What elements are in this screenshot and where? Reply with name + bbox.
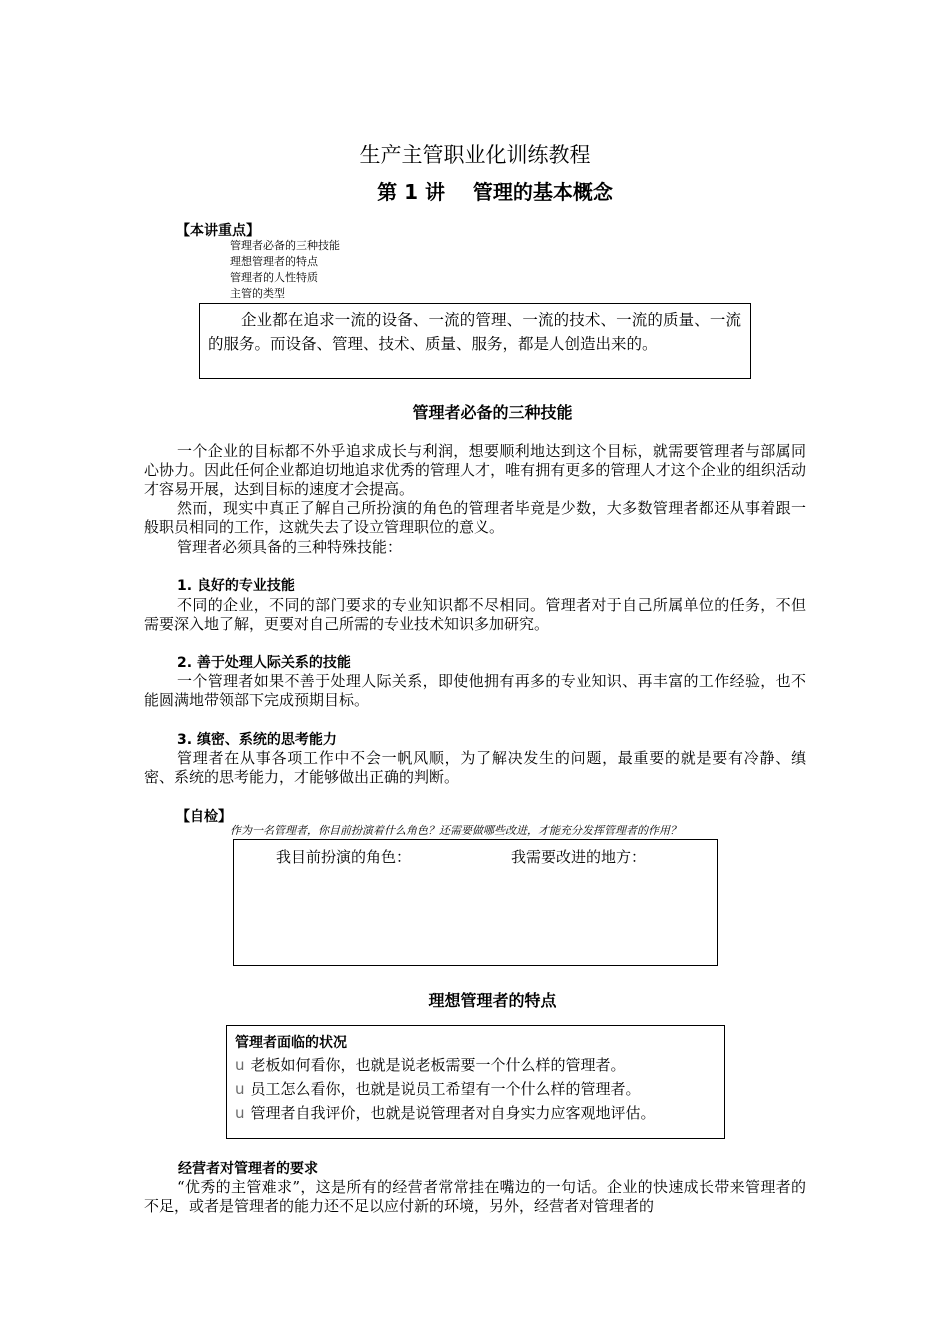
key-point-item: 管理者必备的三种技能 xyxy=(230,239,340,252)
paragraph: 管理者必须具备的三种特殊技能： xyxy=(177,538,403,556)
intro-box xyxy=(199,303,751,379)
paragraph: 然而，现实中真正了解自己所扮演的角色的管理者毕竟是少数，大多数管理者都还从事着跟一般职员相同的工作，这就失去了设立管理职位的意义。 xyxy=(144,499,806,536)
bullet-icon: u xyxy=(235,1080,245,1098)
document-title: 生产主管职业化训练教程 xyxy=(359,143,591,167)
manager-situation-box xyxy=(226,1025,725,1139)
bullet-text: 员工怎么看你，也就是说员工希望有一个什么样的管理者。 xyxy=(250,1080,641,1098)
bullet-icon: u xyxy=(235,1104,245,1122)
self-check-answer-box[interactable] xyxy=(233,839,718,966)
skill-text: 一个管理者如果不善于处理人际关系，即使他拥有再多的专业知识、再丰富的工作经验，也不能圆满地带领部下完成预期目标。 xyxy=(144,672,806,709)
intro-text: 企业都在追求一流的设备、一流的管理、一流的技术、一流的质量、一流的服务。而设备、管理、技术、质量、服务，都是人创造出来的。 xyxy=(208,311,741,353)
self-check-heading: 【自检】 xyxy=(176,809,232,825)
skill-title: 3. 缜密、系统的思考能力 xyxy=(177,732,337,748)
self-check-question: 作为一名管理者，你目前扮演着什么角色？还需要做哪些改进，才能充分发挥管理者的作用？ xyxy=(230,824,681,837)
list-item xyxy=(235,1056,626,1075)
bullet-text: 老板如何看你，也就是说老板需要一个什么样的管理者。 xyxy=(250,1056,626,1074)
key-points-heading: 【本讲重点】 xyxy=(176,223,260,239)
key-point-item: 管理者的人性特质 xyxy=(230,271,318,284)
key-point-item: 主管的类型 xyxy=(230,287,285,300)
paragraph: “优秀的主管难求”，这是所有的经营者常常挂在嘴边的一句话。企业的快速成长带来管理者的不足，或者是管理者的能力还不足以应付新的环境，另外，经营者对管理者的 xyxy=(144,1178,806,1215)
section-heading-skills: 管理者必备的三种技能 xyxy=(412,403,573,422)
list-item xyxy=(235,1104,656,1123)
improvement-label: 我需要改进的地方： xyxy=(511,848,647,866)
bullet-icon: u xyxy=(235,1056,245,1074)
key-point-item: 理想管理者的特点 xyxy=(230,255,318,268)
skill-text: 管理者在从事各项工作中不会一帆风顺，为了解决发生的问题，最重要的就是要有冷静、缜密、系统的思考能力，才能够做出正确的判断。 xyxy=(144,749,806,786)
skill-title: 1. 良好的专业技能 xyxy=(177,578,295,594)
bullet-text: 管理者自我评价，也就是说管理者对自身实力应客观地评估。 xyxy=(250,1104,656,1122)
box-title: 管理者面临的状况 xyxy=(235,1035,347,1051)
subheading-owner-requirements: 经营者对管理者的要求 xyxy=(178,1161,318,1177)
section-heading-ideal-manager: 理想管理者的特点 xyxy=(428,991,557,1010)
skill-title: 2. 善于处理人际关系的技能 xyxy=(177,655,351,671)
paragraph: 一个企业的目标都不外乎追求成长与利润，想要顺利地达到这个目标，就需要管理者与部属同心协力。因此任何企业都迫切地追求优秀的管理人才，唯有拥有更多的管理人才这个企业的组织活动才容易开展，达到目标的速度才会提高。 xyxy=(144,442,806,498)
lecture-title: 第 1 讲 管理的基本概念 xyxy=(377,180,613,204)
current-role-label: 我目前扮演的角色： xyxy=(276,848,412,866)
skill-text: 不同的企业，不同的部门要求的专业知识都不尽相同。管理者对于自己所属单位的任务，不但需要深入地了解，更要对自己所需的专业技术知识多加研究。 xyxy=(144,596,806,633)
list-item xyxy=(235,1080,641,1099)
